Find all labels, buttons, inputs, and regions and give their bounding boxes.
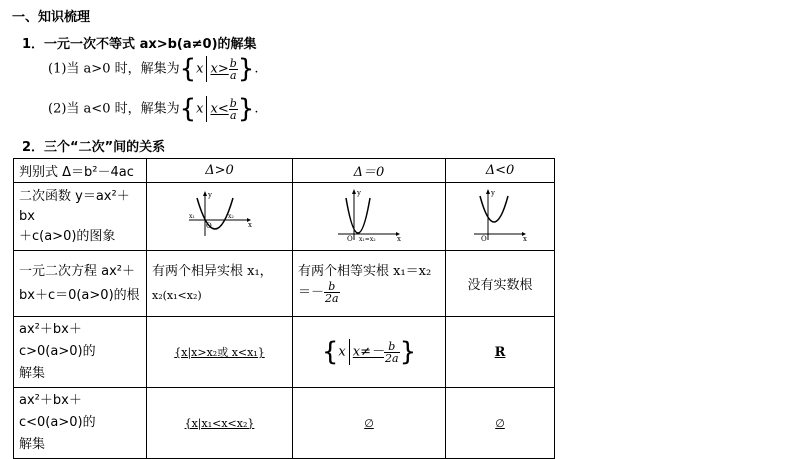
parabola-no-root-graph <box>470 188 530 242</box>
graph-x2-label: x₂ <box>227 212 234 220</box>
case2-cond: x< <box>210 101 229 117</box>
label-lt <box>14 388 147 459</box>
table-header-row <box>14 159 555 183</box>
label-gt-line1: ax²＋bx＋c>0(a>0)的 <box>19 322 96 359</box>
table-row-lt <box>14 388 555 459</box>
header-delta-lt: Δ<0 <box>446 159 555 183</box>
graph-y-label: y <box>207 190 212 199</box>
gt-eq-x: x <box>338 344 346 360</box>
gt-two-roots: {x|x>x₂或 x<x₁} <box>147 317 293 388</box>
case2-line <box>48 96 258 122</box>
label-lt-line2: 解集 <box>19 437 46 452</box>
left-brace: { <box>321 337 339 367</box>
graph-x-label: x <box>247 220 252 229</box>
graph-origin-label: O <box>481 234 487 242</box>
case1-den: a <box>229 68 237 82</box>
lt-no-root: ∅ <box>446 388 555 459</box>
right-brace: } <box>237 54 255 84</box>
graph-x1-label: x₁ <box>188 212 195 220</box>
graph-x-label: x <box>523 234 527 242</box>
case2-den: a <box>229 108 237 122</box>
label-equation <box>14 251 147 317</box>
case1-set-x: x <box>196 61 204 77</box>
eq-two-roots <box>147 251 293 317</box>
case1-num: b <box>229 56 237 70</box>
case2-prefix: (2)当 a<0 时，解集为 <box>48 101 180 117</box>
graph-double-root <box>293 183 446 251</box>
graph-y-label: y <box>491 188 495 197</box>
label-graph-line1: 二次函数 y＝ax²＋bx <box>19 188 130 224</box>
set-bar <box>349 339 350 365</box>
gt-double-root <box>293 317 446 388</box>
eq-two-roots-line2: x₂(x₁<x₂) <box>152 288 202 302</box>
case2-end: . <box>254 101 259 117</box>
label-lt-line1: ax²＋bx＋c<0(a>0)的 <box>19 393 96 430</box>
header-delta-eq: Δ＝0 <box>293 159 446 183</box>
table-row-graph <box>14 183 555 251</box>
left-brace: { <box>179 94 197 124</box>
case2-num: b <box>229 96 237 110</box>
left-brace: { <box>179 54 197 84</box>
parabola-double-root-graph <box>334 188 404 242</box>
case1-end: . <box>254 61 259 77</box>
parabola-two-roots-graph <box>185 190 255 240</box>
label-gt-line2: 解集 <box>19 366 46 381</box>
eq-den: 2a <box>325 292 339 305</box>
case1-fraction <box>229 58 238 81</box>
case1-line <box>48 56 258 82</box>
set-bar <box>206 96 207 122</box>
case1-cond: x> <box>210 61 229 77</box>
eq-double-root-prefix: ＝－ <box>298 285 325 300</box>
gt-eq-fraction <box>384 341 400 364</box>
eq-double-root-fraction <box>324 281 340 304</box>
eq-double-root <box>293 251 446 317</box>
eq-no-root: 没有实数根 <box>446 251 555 317</box>
graph-x-label: x <box>397 234 401 242</box>
eq-double-root-line1: 有两个相等实根 x₁＝x₂ <box>298 264 432 279</box>
set-bar <box>206 56 207 82</box>
item1-heading: 1．一元一次不等式 ax>b(a≠0)的解集 <box>22 37 257 52</box>
lt-two-roots: {x|x₁<x<x₂} <box>147 388 293 459</box>
gt-eq-num: b <box>384 341 400 353</box>
label-graph-line2: ＋c(a>0)的图象 <box>19 228 116 244</box>
case2-set-x: x <box>196 101 204 117</box>
label-eq-line1: 一元二次方程 ax²＋ <box>19 263 136 279</box>
graph-origin-label: O <box>347 234 353 242</box>
right-brace: } <box>399 337 417 367</box>
graph-origin-label: O <box>205 221 212 230</box>
graph-two-roots <box>147 183 293 251</box>
label-eq-line2: bx＋c＝0(a>0)的根 <box>19 287 140 303</box>
graph-x12-label: x₁=x₂ <box>359 235 376 242</box>
gt-eq-den: 2a <box>385 351 399 365</box>
label-graph <box>14 183 147 251</box>
eq-num: b <box>324 281 340 293</box>
case1-prefix: (1)当 a>0 时，解集为 <box>48 61 180 77</box>
item2-heading: 2．三个“二次”间的关系 <box>22 140 166 155</box>
eq-double-root-line2 <box>298 281 440 304</box>
graph-y-label: y <box>357 188 361 197</box>
table-row-equation <box>14 251 555 317</box>
header-discriminant: 判别式 Δ＝b²－4ac <box>14 159 147 183</box>
right-brace: } <box>237 94 255 124</box>
gt-no-root: R <box>446 317 555 388</box>
lt-double-root: ∅ <box>293 388 446 459</box>
case2-fraction <box>229 98 238 121</box>
graph-no-root <box>446 183 555 251</box>
eq-two-roots-line1: 有两个相异实根 x₁， <box>152 263 273 279</box>
relation-table <box>13 158 555 459</box>
section-title: 一、知识梳理 <box>12 10 91 25</box>
table-row-gt <box>14 317 555 388</box>
gt-eq-cond: x≠－ <box>352 344 384 360</box>
label-gt <box>14 317 147 388</box>
header-delta-gt: Δ>0 <box>147 159 293 183</box>
